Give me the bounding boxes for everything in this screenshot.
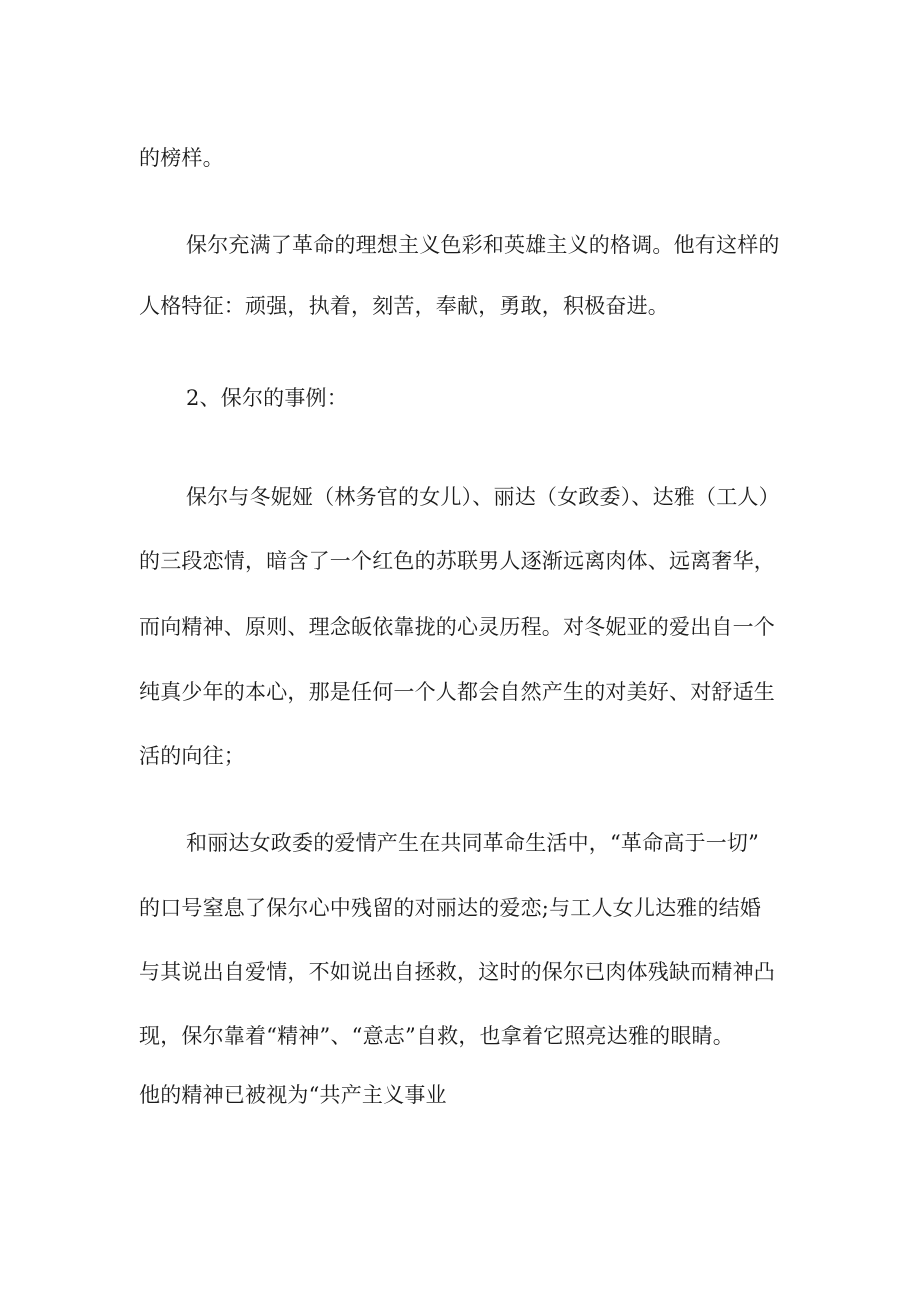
text-line: 的三段恋情，暗含了一个红色的苏联男人逐渐远离肉体、远离奢华，: [139, 549, 775, 573]
text-line: 纯真少年的本心，那是任何一个人都会自然产生的对美好、对舒适生: [139, 680, 775, 704]
text-line: 与其说出自爱情，不如说出自拯救，这时的保尔已肉体残缺而精神凸: [139, 960, 775, 984]
text-line: 现，保尔靠着“精神”、“意志”自救，也拿着它照亮达雅的眼睛。: [139, 1024, 734, 1048]
text-line: 而向精神、原则、理念皈依靠拢的心灵历程。对冬妮亚的爱出自一个: [139, 615, 775, 639]
paragraph-line: 保尔与冬妮娅（林务官的女儿）、丽达（女政委）、达雅（工人）: [186, 485, 780, 509]
section-heading: 2、保尔的事例：: [186, 386, 348, 410]
text-line: 他的精神已被视为“共产主义事业: [139, 1083, 447, 1107]
text-line: 的口号窒息了保尔心中残留的对丽达的爱恋;与工人女儿达雅的结婚: [139, 896, 762, 920]
text-line: 的榜样。: [139, 146, 224, 170]
paragraph-line: 保尔充满了革命的理想主义色彩和英雄主义的格调。他有这样的: [186, 233, 780, 257]
paragraph-line: 和丽达女政委的爱情产生在共同革命生活中，“革命高于一切”: [186, 831, 760, 855]
text-line: 活的向往；: [139, 744, 245, 768]
text-line: 人格特征：顽强，执着，刻苦，奉献，勇敢，积极奋进。: [139, 294, 669, 318]
